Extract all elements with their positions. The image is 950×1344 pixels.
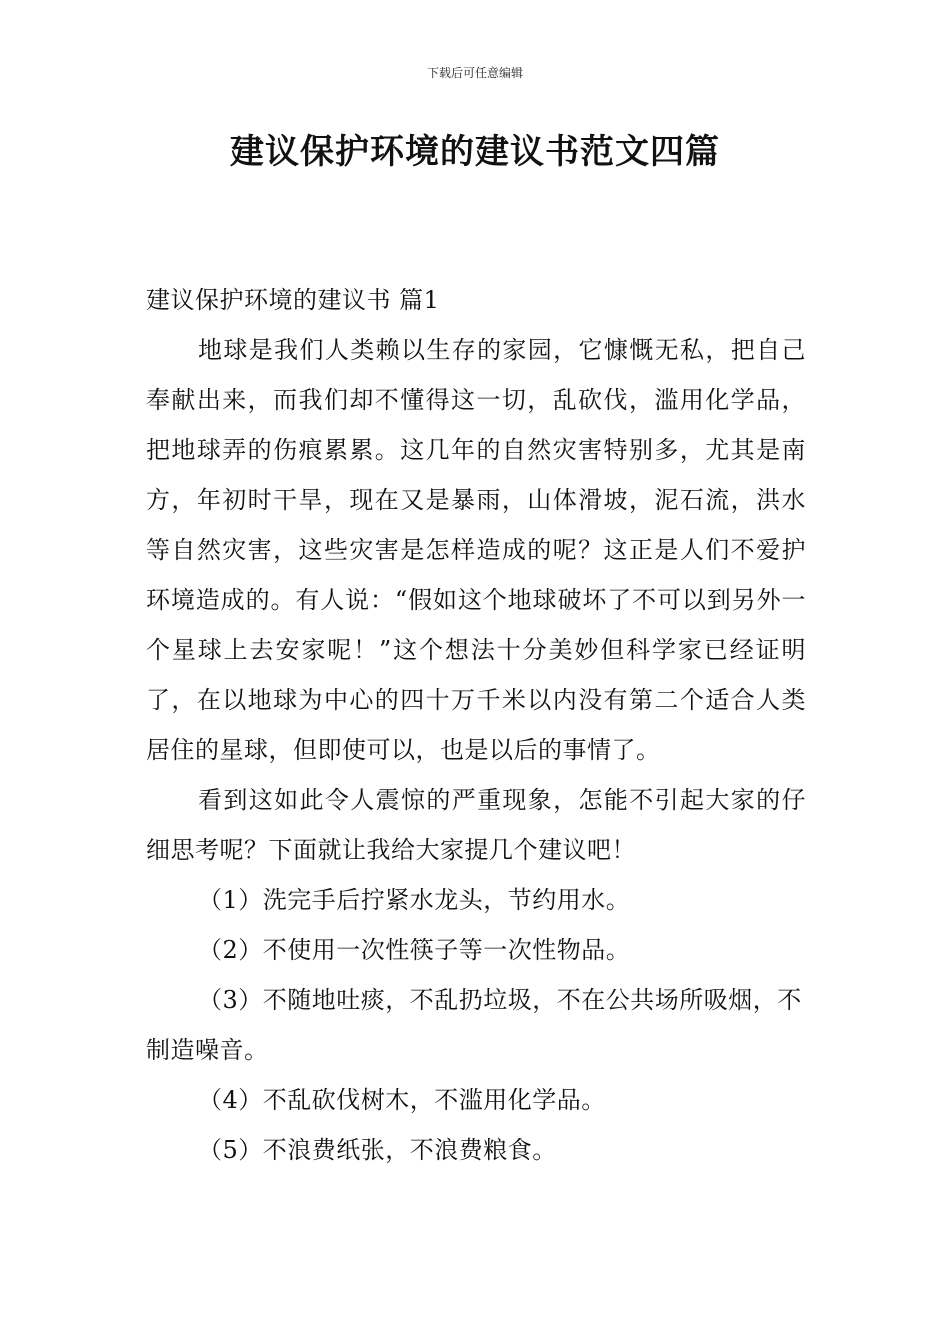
suggestion-item: （4）不乱砍伐树木，不滥用化学品。 bbox=[198, 1086, 606, 1114]
section-heading: 建议保护环境的建议书 篇1 bbox=[146, 286, 440, 314]
suggestion-item: （1）洗完手后拧紧水龙头，节约用水。 bbox=[198, 886, 631, 914]
body-paragraph: 看到这如此令人震惊的严重现象，怎能不引起大家的仔细思考呢？下面就让我给大家提几个建议吧！ bbox=[146, 786, 806, 864]
suggestion-item: （3）不随地吐痰，不乱扔垃圾，不在公共场所吸烟，不制造噪音。 bbox=[146, 986, 802, 1064]
suggestion-item: （5）不浪费纸张，不浪费粮食。 bbox=[198, 1136, 557, 1164]
body-paragraph: 地球是我们人类赖以生存的家园，它慷慨无私，把自己奉献出来，而我们却不懂得这一切，乱砍伐，滥用化学品，把地球弄的伤痕累累。这几年的自然灾害特别多，尤其是南方，年初时干旱，现在又是暴雨，山体滑坡，泥石流，洪水等自然灾害，这些灾害是怎样造成的呢？这正是人们不爱护环境造成的。有人说：“假如这个地球破坏了不可以到另外一个星球上去安家呢！”这个想法十分美妙但科学家已经证明了，在以地球为中心的四十万千米以内没有第二个适合人类居住的星球，但即使可以，也是以后的事情了。 bbox=[146, 336, 806, 764]
suggestion-item: （2）不使用一次性筷子等一次性物品。 bbox=[198, 936, 631, 964]
document-title: 建议保护环境的建议书范文四篇 bbox=[230, 132, 720, 172]
document-body bbox=[146, 275, 806, 1175]
header-note: 下载后可任意编辑 bbox=[426, 66, 523, 80]
